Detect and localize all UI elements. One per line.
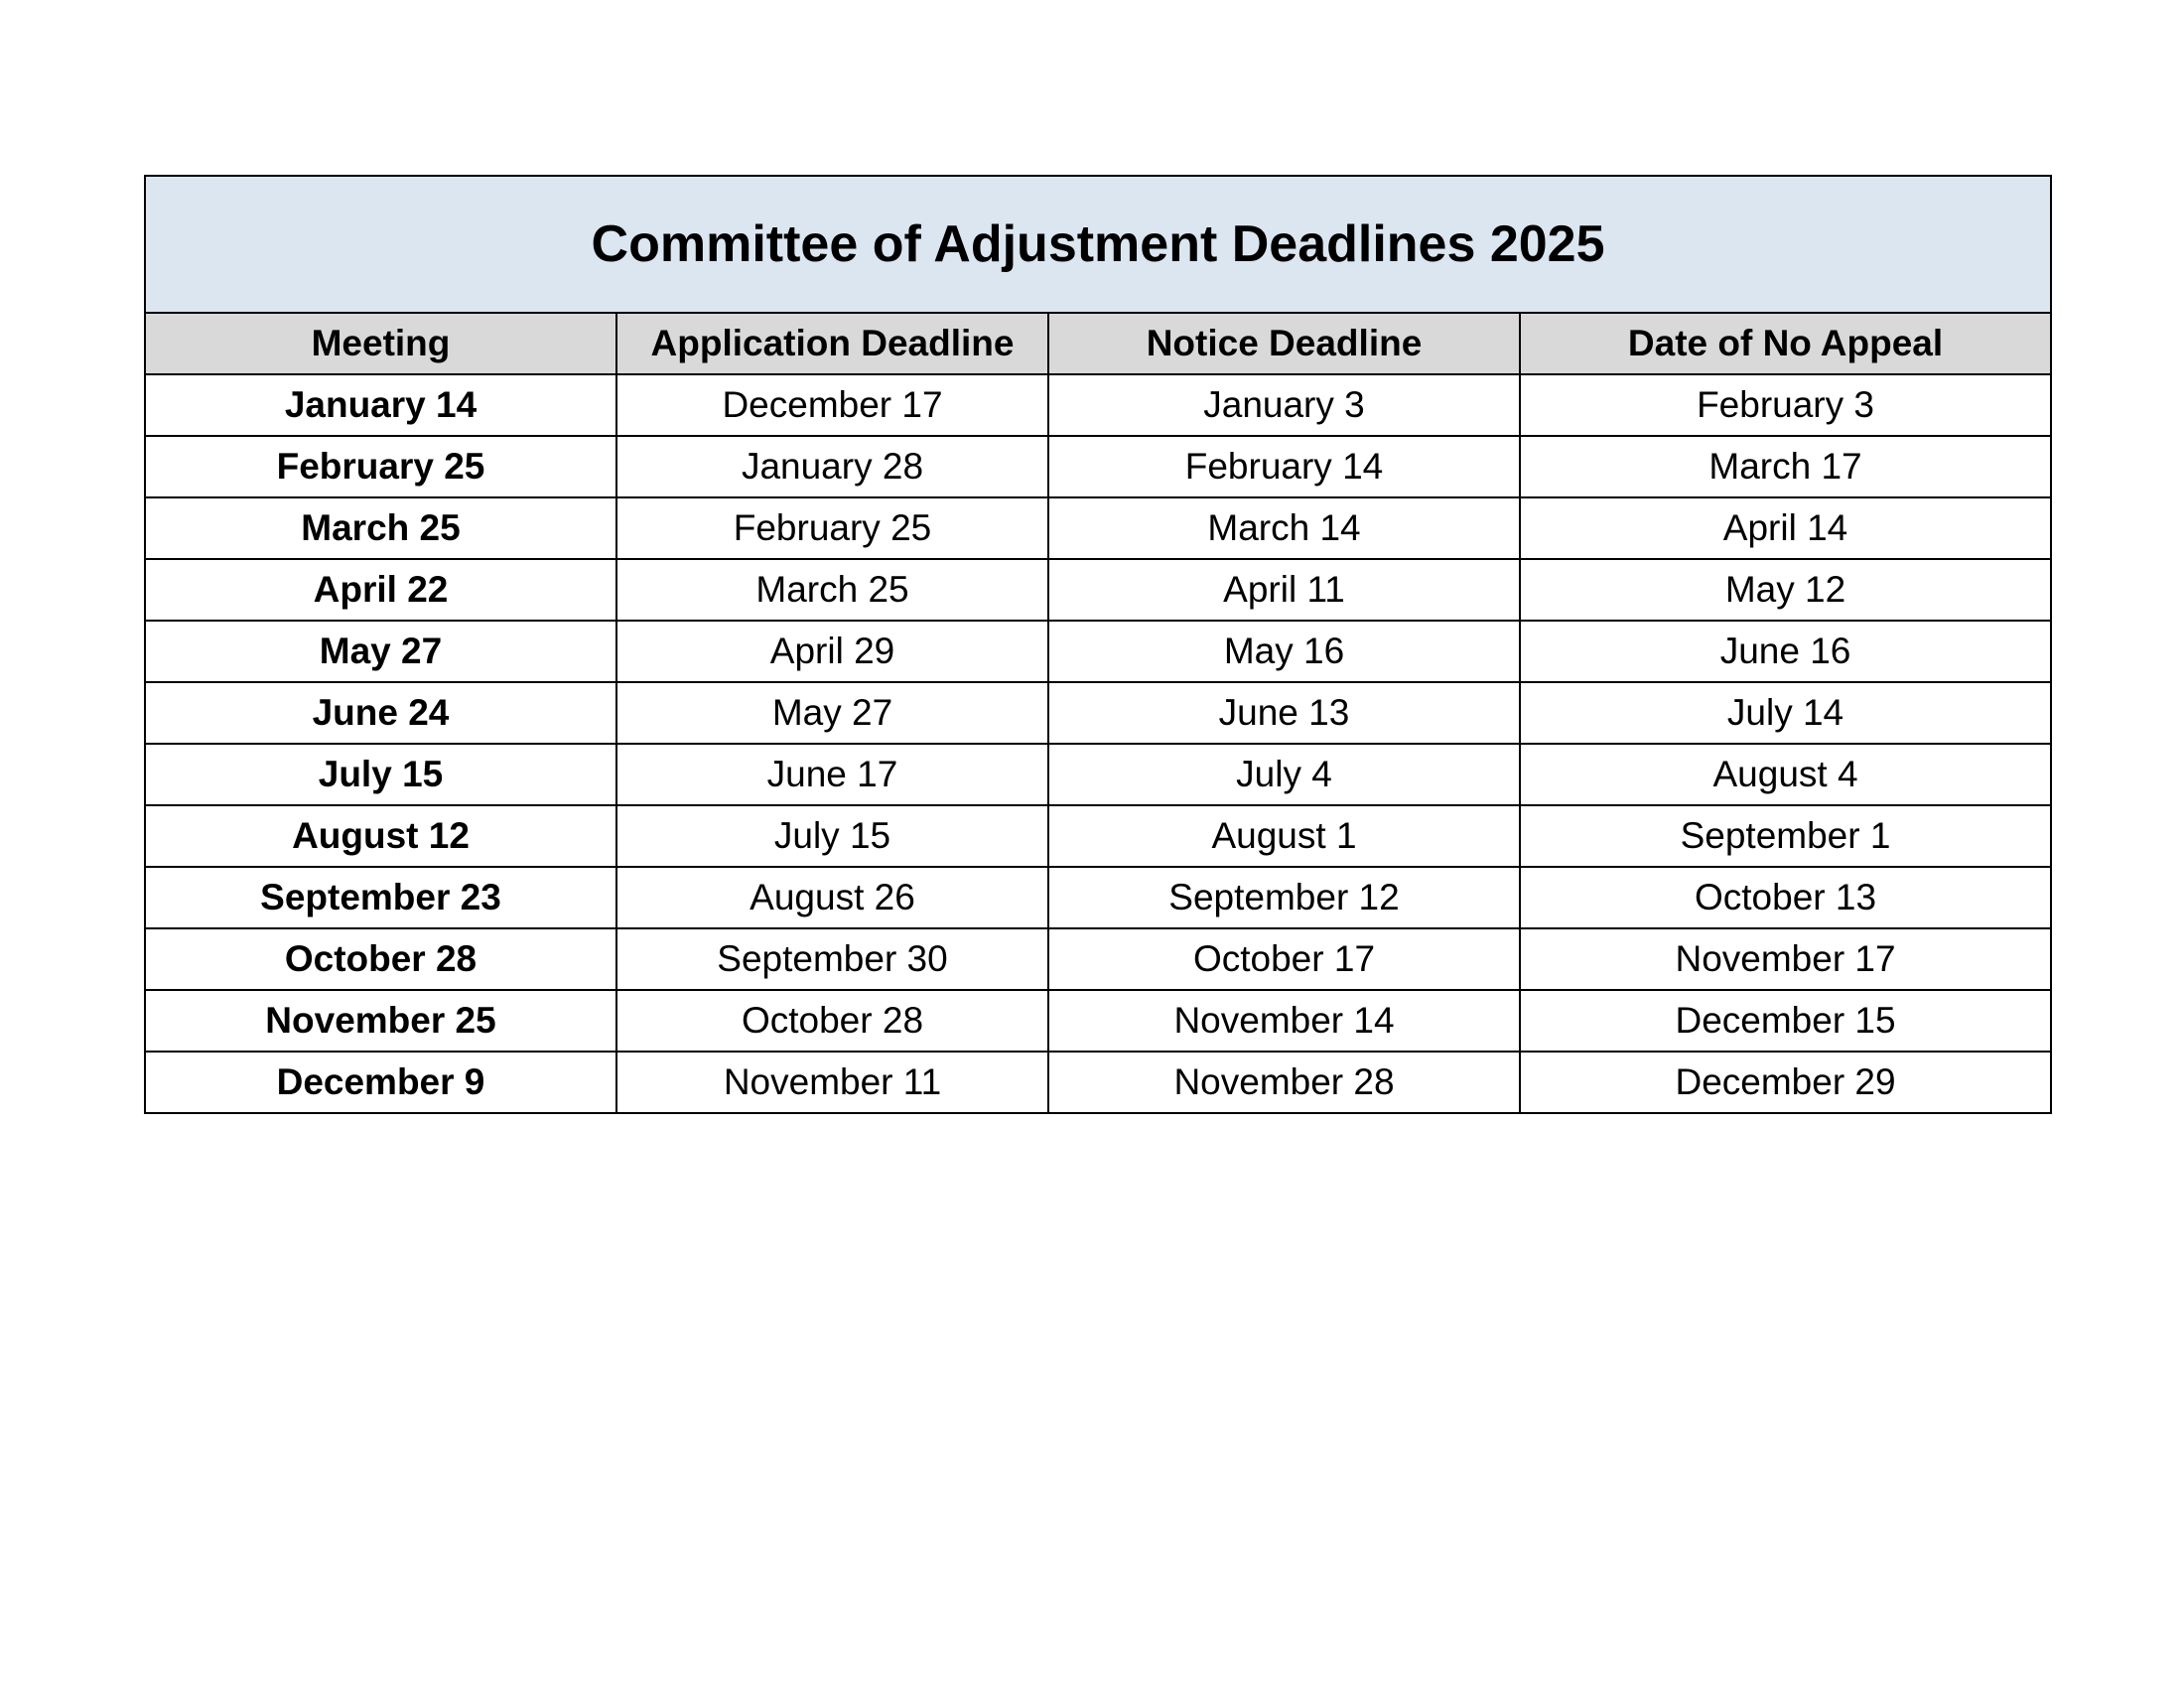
application-deadline: January 28: [616, 436, 1048, 497]
header-row: [145, 313, 2051, 374]
header-application-deadline: Application Deadline: [616, 313, 1048, 374]
table-row: [145, 497, 2051, 559]
table-row: [145, 1052, 2051, 1113]
date-of-no-appeal: March 17: [1520, 436, 2051, 497]
notice-deadline: July 4: [1048, 744, 1520, 805]
notice-deadline: April 11: [1048, 559, 1520, 621]
application-deadline: December 17: [616, 374, 1048, 436]
application-deadline: June 17: [616, 744, 1048, 805]
header-meeting: Meeting: [145, 313, 616, 374]
date-of-no-appeal: December 29: [1520, 1052, 2051, 1113]
application-deadline: July 15: [616, 805, 1048, 867]
application-deadline: August 26: [616, 867, 1048, 928]
meeting-date: April 22: [145, 559, 616, 621]
application-deadline: October 28: [616, 990, 1048, 1052]
date-of-no-appeal: July 14: [1520, 682, 2051, 744]
date-of-no-appeal: May 12: [1520, 559, 2051, 621]
date-of-no-appeal: September 1: [1520, 805, 2051, 867]
application-deadline: September 30: [616, 928, 1048, 990]
notice-deadline: March 14: [1048, 497, 1520, 559]
notice-deadline: May 16: [1048, 621, 1520, 682]
notice-deadline: August 1: [1048, 805, 1520, 867]
application-deadline: April 29: [616, 621, 1048, 682]
meeting-date: September 23: [145, 867, 616, 928]
header-date-of-no-appeal: Date of No Appeal: [1520, 313, 2051, 374]
table-row: [145, 867, 2051, 928]
date-of-no-appeal: June 16: [1520, 621, 2051, 682]
meeting-date: August 12: [145, 805, 616, 867]
header-notice-deadline: Notice Deadline: [1048, 313, 1520, 374]
date-of-no-appeal: December 15: [1520, 990, 2051, 1052]
date-of-no-appeal: August 4: [1520, 744, 2051, 805]
date-of-no-appeal: October 13: [1520, 867, 2051, 928]
meeting-date: November 25: [145, 990, 616, 1052]
meeting-date: March 25: [145, 497, 616, 559]
table-row: [145, 805, 2051, 867]
notice-deadline: February 14: [1048, 436, 1520, 497]
meeting-date: June 24: [145, 682, 616, 744]
notice-deadline: October 17: [1048, 928, 1520, 990]
application-deadline: March 25: [616, 559, 1048, 621]
table-row: [145, 744, 2051, 805]
table-row: [145, 990, 2051, 1052]
notice-deadline: September 12: [1048, 867, 1520, 928]
table-row: [145, 374, 2051, 436]
table-row: [145, 436, 2051, 497]
application-deadline: February 25: [616, 497, 1048, 559]
title-row: [145, 176, 2051, 313]
meeting-date: October 28: [145, 928, 616, 990]
table-row: [145, 559, 2051, 621]
date-of-no-appeal: February 3: [1520, 374, 2051, 436]
meeting-date: December 9: [145, 1052, 616, 1113]
meeting-date: May 27: [145, 621, 616, 682]
meeting-date: January 14: [145, 374, 616, 436]
table-title: Committee of Adjustment Deadlines 2025: [145, 176, 2051, 313]
notice-deadline: June 13: [1048, 682, 1520, 744]
application-deadline: November 11: [616, 1052, 1048, 1113]
table-row: [145, 928, 2051, 990]
date-of-no-appeal: April 14: [1520, 497, 2051, 559]
notice-deadline: November 28: [1048, 1052, 1520, 1113]
table-row: [145, 621, 2051, 682]
application-deadline: May 27: [616, 682, 1048, 744]
notice-deadline: November 14: [1048, 990, 1520, 1052]
meeting-date: February 25: [145, 436, 616, 497]
meeting-date: July 15: [145, 744, 616, 805]
deadlines-table: [144, 175, 2052, 1114]
deadlines-sheet: [144, 175, 2050, 1114]
notice-deadline: January 3: [1048, 374, 1520, 436]
date-of-no-appeal: November 17: [1520, 928, 2051, 990]
table-row: [145, 682, 2051, 744]
